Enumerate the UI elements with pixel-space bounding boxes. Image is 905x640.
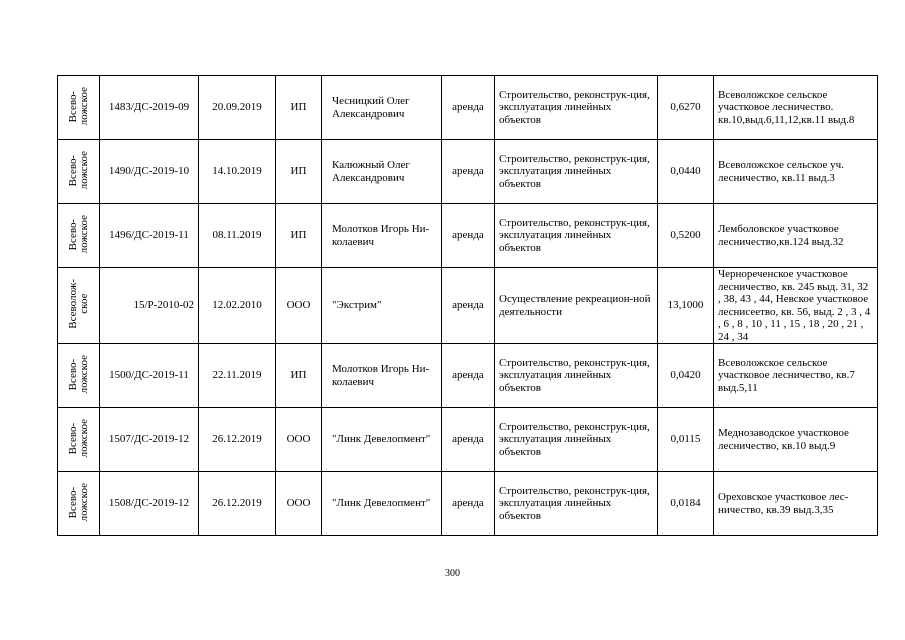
legal-form-cell: ИП [276, 344, 322, 408]
district-cell [58, 472, 100, 536]
page-number: 300 [445, 568, 460, 579]
purpose-cell: Строительство, реконструк-ция, эксплуатация линейных объектов [495, 204, 658, 268]
use-type-cell: аренда [442, 140, 495, 204]
purpose-cell: Строительство, реконструк-ция, эксплуатация линейных объектов [495, 344, 658, 408]
legal-form-cell: ООО [276, 408, 322, 472]
area-cell: 0,0440 [658, 140, 714, 204]
area-cell: 0,6270 [658, 76, 714, 140]
purpose-cell: Строительство, реконструк-ция, эксплуатация линейных объектов [495, 472, 658, 536]
district-text: Всеволож- ское [66, 278, 90, 329]
district-text: Всево- ложское [66, 86, 90, 125]
contract-number-cell: 1490/ДС-2019-10 [100, 140, 199, 204]
use-type-cell: аренда [442, 268, 495, 344]
table-row [58, 472, 878, 536]
purpose-cell: Строительство, реконструк-ция, эксплуатация линейных объектов [495, 76, 658, 140]
contract-date-cell: 20.09.2019 [199, 76, 276, 140]
location-cell: Всеволожское сельское участковое лесничество. кв.10,выд.6,11,12,кв.11 выд.8 [714, 76, 878, 140]
tenant-cell: Чесницкий Олег Александрович [322, 76, 442, 140]
use-type-cell: аренда [442, 76, 495, 140]
district-cell [58, 268, 100, 344]
district-cell [58, 408, 100, 472]
legal-form-cell: ИП [276, 204, 322, 268]
use-type-cell: аренда [442, 344, 495, 408]
district-cell [58, 204, 100, 268]
contract-date-cell: 12.02.2010 [199, 268, 276, 344]
district-text: Всево- ложское [66, 214, 90, 253]
purpose-cell: Строительство, реконструк-ция, эксплуатация линейных объектов [495, 140, 658, 204]
contract-number-cell: 1507/ДС-2019-12 [100, 408, 199, 472]
contract-number-cell: 1496/ДС-2019-11 [100, 204, 199, 268]
area-cell: 0,0420 [658, 344, 714, 408]
legal-form-cell: ИП [276, 76, 322, 140]
contract-date-cell: 14.10.2019 [199, 140, 276, 204]
district-cell [58, 344, 100, 408]
contract-number-cell: 1508/ДС-2019-12 [100, 472, 199, 536]
contract-number-cell: 1483/ДС-2019-09 [100, 76, 199, 140]
district-text: Всево- ложское [66, 482, 90, 521]
contract-date-cell: 08.11.2019 [199, 204, 276, 268]
tenant-cell: Молотков Игорь Ни-колаевич [322, 344, 442, 408]
tenant-cell: "Экстрим" [322, 268, 442, 344]
area-cell: 13,1000 [658, 268, 714, 344]
area-cell: 0,0184 [658, 472, 714, 536]
use-type-cell: аренда [442, 204, 495, 268]
district-cell [58, 140, 100, 204]
location-cell: Лемболовское участковое лесничество,кв.124 выд.32 [714, 204, 878, 268]
district-text: Всево- ложское [66, 354, 90, 393]
table-row [58, 204, 878, 268]
legal-form-cell: ООО [276, 268, 322, 344]
table-row [58, 344, 878, 408]
use-type-cell: аренда [442, 472, 495, 536]
table-row [58, 76, 878, 140]
district-text: Всево- ложское [66, 418, 90, 457]
contract-date-cell: 22.11.2019 [199, 344, 276, 408]
tenant-cell: "Линк Девелопмент" [322, 408, 442, 472]
table-row [58, 140, 878, 204]
use-type-cell: аренда [442, 408, 495, 472]
legal-form-cell: ИП [276, 140, 322, 204]
area-cell: 0,5200 [658, 204, 714, 268]
tenant-cell: Молотков Игорь Ни-колаевич [322, 204, 442, 268]
tenant-cell: "Линк Девелопмент" [322, 472, 442, 536]
location-cell: Всеволожское сельское уч. лесничество, кв.11 выд.3 [714, 140, 878, 204]
purpose-cell: Строительство, реконструк-ция, эксплуатация линейных объектов [495, 408, 658, 472]
table-row [58, 268, 878, 344]
table-row [58, 408, 878, 472]
area-cell: 0,0115 [658, 408, 714, 472]
contract-number-cell: 15/Р-2010-02 [100, 268, 199, 344]
lease-register-table [57, 75, 878, 536]
location-cell: Всеволожское сельское участковое лесничество, кв.7 выд.5,11 [714, 344, 878, 408]
location-cell: Меднозаводское участковое лесничество, кв.10 выд.9 [714, 408, 878, 472]
district-text: Всево- ложское [66, 150, 90, 189]
purpose-cell: Осуществление рекреацион-ной деятельности [495, 268, 658, 344]
location-cell: Ореховское участковое лес-ничество, кв.39 выд.3,35 [714, 472, 878, 536]
contract-date-cell: 26.12.2019 [199, 472, 276, 536]
legal-form-cell: ООО [276, 472, 322, 536]
contract-date-cell: 26.12.2019 [199, 408, 276, 472]
contract-number-cell: 1500/ДС-2019-11 [100, 344, 199, 408]
location-cell: Чернореченское участковое лесничество, кв. 245 выд. 31, 32 , 38, 43 , 44, Невское участковое леснисеетво, кв. 56, выд. 2 , 3 , 4 , 6 , 8 , 10 , 11 , 15 , 18 , 20 , 21 , 24 , 34 [714, 268, 878, 344]
district-cell [58, 76, 100, 140]
tenant-cell: Калюжный Олег Александрович [322, 140, 442, 204]
